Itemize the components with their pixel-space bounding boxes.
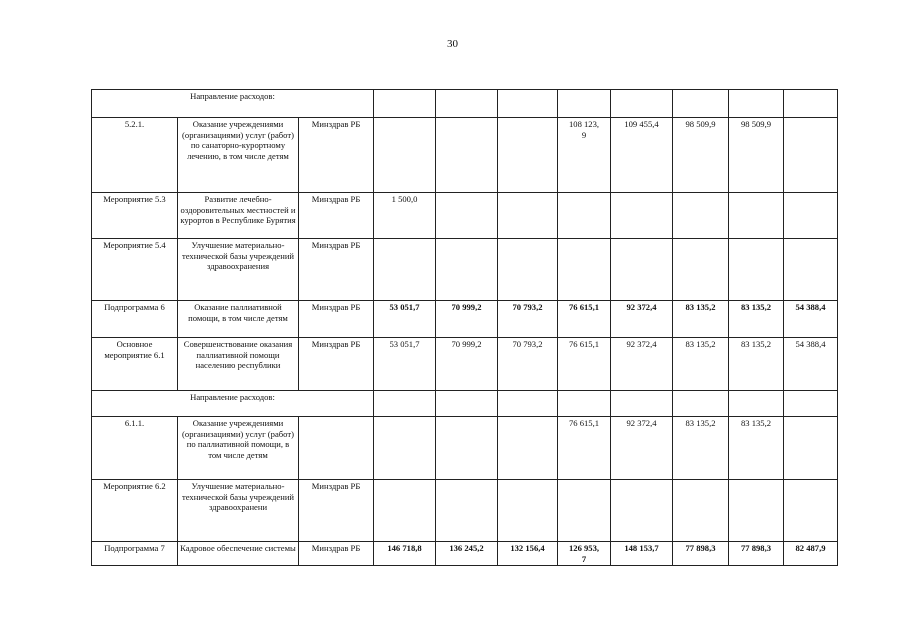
value-cell — [784, 480, 838, 542]
row-code: Подпрограмма 7 — [92, 542, 178, 566]
value-cell — [436, 90, 498, 118]
table-row — [92, 542, 838, 566]
value-cell — [673, 193, 729, 239]
value-cell — [436, 239, 498, 301]
value-cell — [498, 417, 558, 480]
value-cell — [374, 118, 436, 193]
value-cell: 92 372,4 — [611, 417, 673, 480]
executor-cell: Минздрав РБ — [299, 301, 374, 338]
value-cell — [558, 239, 611, 301]
executor-cell: Минздрав РБ — [299, 338, 374, 391]
value-cell — [374, 90, 436, 118]
value-cell — [611, 239, 673, 301]
value-cell: 82 487,9 — [784, 542, 838, 566]
value-cell — [498, 193, 558, 239]
value-cell — [558, 480, 611, 542]
value-cell: 83 135,2 — [673, 338, 729, 391]
value-cell — [611, 90, 673, 118]
value-cell: 108 123, 9 — [558, 118, 611, 193]
executor-cell: Минздрав РБ — [299, 118, 374, 193]
value-cell — [436, 480, 498, 542]
row-code: Основное мероприятие 6.1 — [92, 338, 178, 391]
value-cell — [558, 90, 611, 118]
budget-table — [91, 89, 838, 566]
row-name: Улучшение материально-технической базы учреждений здравоохранения — [178, 239, 299, 301]
value-cell: 76 615,1 — [558, 417, 611, 480]
value-cell — [729, 391, 784, 417]
value-cell — [436, 417, 498, 480]
row-name: Кадровое обеспечение системы — [178, 542, 299, 566]
table-body — [92, 90, 838, 566]
table-row — [92, 417, 838, 480]
value-cell: 92 372,4 — [611, 301, 673, 338]
value-cell — [374, 480, 436, 542]
table-row — [92, 480, 838, 542]
table-row — [92, 193, 838, 239]
row-code: Мероприятие 5.4 — [92, 239, 178, 301]
value-cell: 83 135,2 — [729, 417, 784, 480]
value-cell — [784, 193, 838, 239]
value-cell — [498, 239, 558, 301]
value-cell — [673, 480, 729, 542]
value-cell: 148 153,7 — [611, 542, 673, 566]
value-cell — [784, 239, 838, 301]
row-code: Подпрограмма 6 — [92, 301, 178, 338]
value-cell — [436, 193, 498, 239]
value-cell — [558, 391, 611, 417]
value-cell — [673, 90, 729, 118]
value-cell: 70 793,2 — [498, 338, 558, 391]
value-cell — [436, 391, 498, 417]
value-cell: 76 615,1 — [558, 301, 611, 338]
value-cell — [374, 239, 436, 301]
value-cell: 146 718,8 — [374, 542, 436, 566]
table-row — [92, 301, 838, 338]
executor-cell: Минздрав РБ — [299, 239, 374, 301]
row-code: Мероприятие 6.2 — [92, 480, 178, 542]
value-cell: 83 135,2 — [673, 417, 729, 480]
row-code: 6.1.1. — [92, 417, 178, 480]
table-row — [92, 239, 838, 301]
value-cell — [498, 90, 558, 118]
value-cell: 83 135,2 — [729, 301, 784, 338]
value-cell: 53 051,7 — [374, 338, 436, 391]
direction-label: Направление расходов: — [92, 391, 374, 417]
value-cell — [673, 239, 729, 301]
value-cell — [784, 90, 838, 118]
executor-cell — [299, 417, 374, 480]
direction-label: Направление расходов: — [92, 90, 374, 118]
value-cell — [729, 239, 784, 301]
row-name: Совершенствование оказания паллиативной помощи населению республики — [178, 338, 299, 391]
table-row — [92, 338, 838, 391]
value-cell: 70 999,2 — [436, 301, 498, 338]
value-cell — [729, 193, 784, 239]
value-cell — [784, 391, 838, 417]
value-cell — [558, 193, 611, 239]
row-name: Оказание паллиативной помощи, в том числе детям — [178, 301, 299, 338]
value-cell — [374, 417, 436, 480]
direction-row — [92, 90, 838, 118]
value-cell: 92 372,4 — [611, 338, 673, 391]
value-cell — [498, 480, 558, 542]
row-name: Улучшение материально-технической базы учреждений здравоохранени — [178, 480, 299, 542]
value-cell: 98 509,9 — [729, 118, 784, 193]
value-cell: 1 500,0 — [374, 193, 436, 239]
row-code: 5.2.1. — [92, 118, 178, 193]
value-cell: 76 615,1 — [558, 338, 611, 391]
value-cell: 53 051,7 — [374, 301, 436, 338]
value-cell: 77 898,3 — [673, 542, 729, 566]
value-cell: 98 509,9 — [673, 118, 729, 193]
value-cell: 136 245,2 — [436, 542, 498, 566]
row-name: Оказание учреждениями (организациями) услуг (работ) по санаторно-курортному лечению, в том числе детям — [178, 118, 299, 193]
value-cell — [498, 391, 558, 417]
value-cell — [436, 118, 498, 193]
value-cell: 83 135,2 — [729, 338, 784, 391]
value-cell — [784, 417, 838, 480]
page-number: 30 — [447, 38, 458, 50]
value-cell — [673, 391, 729, 417]
executor-cell: Минздрав РБ — [299, 480, 374, 542]
value-cell — [374, 391, 436, 417]
row-name: Оказание учреждениями (организациями) услуг (работ) по паллиативной помощи, в том числе детям — [178, 417, 299, 480]
value-cell: 70 793,2 — [498, 301, 558, 338]
value-cell — [729, 90, 784, 118]
value-cell — [498, 118, 558, 193]
value-cell — [611, 391, 673, 417]
table-row — [92, 118, 838, 193]
value-cell: 132 156,4 — [498, 542, 558, 566]
value-cell — [784, 118, 838, 193]
value-cell: 83 135,2 — [673, 301, 729, 338]
value-cell: 109 455,4 — [611, 118, 673, 193]
executor-cell: Минздрав РБ — [299, 542, 374, 566]
value-cell — [611, 480, 673, 542]
value-cell: 126 953, 7 — [558, 542, 611, 566]
row-name: Развитие лечебно-оздоровительных местностей и курортов в Республике Бурятия — [178, 193, 299, 239]
value-cell — [729, 480, 784, 542]
executor-cell: Минздрав РБ — [299, 193, 374, 239]
value-cell: 70 999,2 — [436, 338, 498, 391]
row-code: Мероприятие 5.3 — [92, 193, 178, 239]
direction-row — [92, 391, 838, 417]
value-cell: 77 898,3 — [729, 542, 784, 566]
value-cell: 54 388,4 — [784, 301, 838, 338]
value-cell: 54 388,4 — [784, 338, 838, 391]
value-cell — [611, 193, 673, 239]
